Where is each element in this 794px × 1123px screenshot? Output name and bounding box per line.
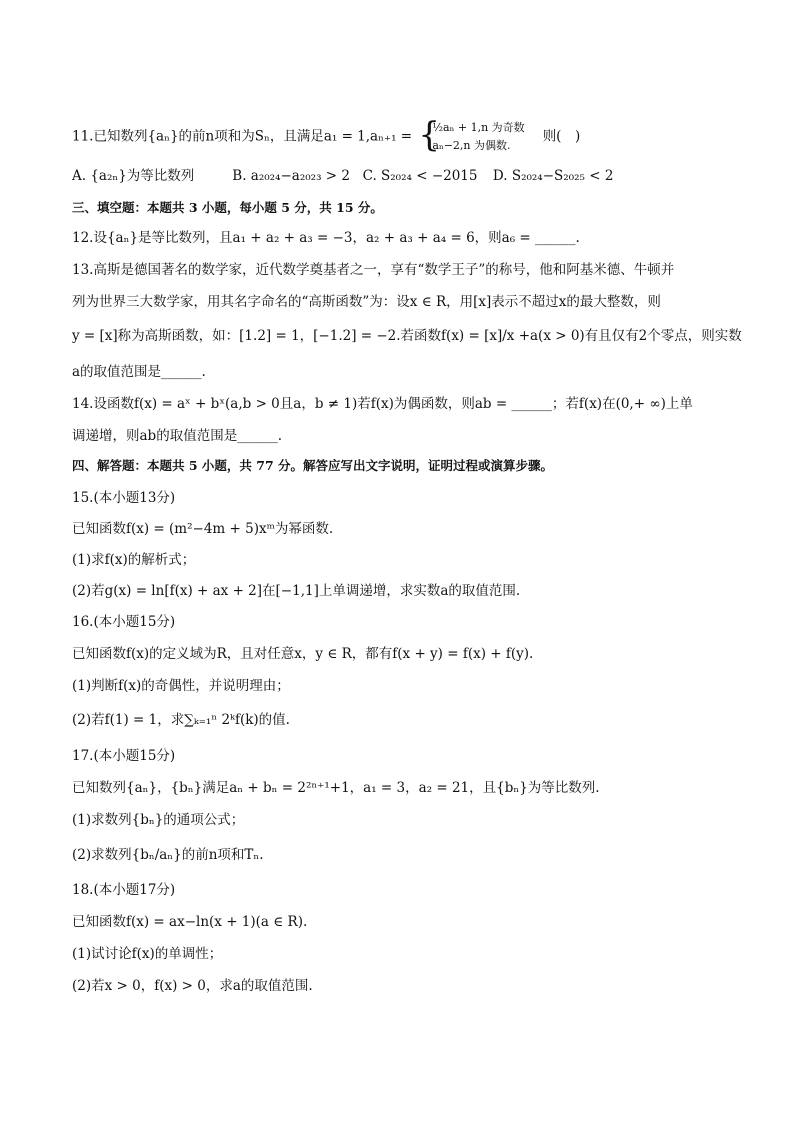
q15-line1: 已知函数f(x) = (m²−4m + 5)xᵐ为幂函数. (72, 521, 334, 537)
section-4-title: 四、解答题：本题共 5 小题，共 77 分。解答应写出文字说明，证明过程或演算步骤。 (72, 458, 554, 473)
q17-heading: 17.(本小题15分) (72, 748, 176, 764)
q17-line3: (2)求数列{bₙ/aₙ}的前n项和Tₙ. (72, 847, 264, 863)
q15-line2: (1)求f(x)的解析式； (72, 552, 196, 568)
q11-option-a: A. {a₂ₙ}为等比数列 (72, 168, 195, 184)
q11-option-d: D. S₂₀₂₄−S₂₀₂₅ < 2 (492, 168, 614, 184)
q17-line1: 已知数列{aₙ}，{bₙ}满足aₙ + bₙ = 2²ⁿ⁺¹+1，a₁ = 3，a₂ = 21，且{bₙ}为等比数列. (72, 780, 600, 796)
q11-stem-text: 11.已知数列{aₙ}的前n项和为Sₙ，且满足a₁ = 1,aₙ₊₁ = (72, 128, 413, 145)
q16-line2: (1)判断f(x)的奇偶性，并说明理由； (72, 678, 290, 694)
brace-glyph: { (418, 115, 441, 155)
q16-line3: (2)若f(1) = 1，求∑ₖ₌₁ⁿ 2ᵏf(k)的值. (72, 712, 290, 728)
q13-line3: y = [x]称为高斯函数，如：[1.2] = 1，[−1.2] = −2.若函数f(x) = [x]/x +a(x > 0)有且仅有2个零点，则实数 (72, 328, 742, 344)
q15-line3: (2)若g(x) = ln[f(x) + ax + 2]在[−1,1]上单调递增，求实数a的取值范围. (72, 583, 521, 599)
q13-line4: a的取值范围是______. (72, 364, 206, 380)
q18-line2: (1)试讨论f(x)的单调性； (72, 946, 223, 962)
q18-line3: (2)若x > 0，f(x) > 0，求a的取值范围. (72, 978, 313, 994)
q15-heading: 15.(本小题13分) (72, 490, 176, 506)
q11-tail: 则( ) (542, 128, 581, 145)
q13-line2: 列为世界三大数学家，用其名字命名的“高斯函数”为：设x ∈ R，用[x]表示不超过x的最大整数，则 (72, 294, 661, 310)
q17-line2: (1)求数列{bₙ}的通项公式； (72, 812, 245, 828)
q16-heading: 16.(本小题15分) (72, 614, 176, 630)
q11-stem (72, 115, 734, 156)
q11-options (72, 166, 734, 186)
q11-option-c: C. S₂₀₂₄ < −2015 (362, 168, 478, 184)
q14-line1: 14.设函数f(x) = aˣ + bˣ(a,b > 0且a，b ≠ 1)若f(x)为偶函数，则ab = ______；若f(x)在(0,+ ∞)上单 (72, 396, 693, 412)
q18-line1: 已知函数f(x) = ax−ln(x + 1)(a ∈ R). (72, 914, 308, 930)
q11-case1: ½aₙ + 1,n 为奇数 (432, 121, 525, 134)
q11-piecewise (418, 115, 538, 156)
q13-line1: 13.高斯是德国著名的数学家，近代数学奠基者之一，享有“数学王子”的称号，他和阿基米德、牛顿并 (72, 262, 675, 278)
q11-case2: aₙ−2,n 为偶数. (432, 139, 511, 152)
q14-line2: 调递增，则ab的取值范围是______. (72, 428, 282, 444)
section-3-title: 三、填空题：本题共 3 小题，每小题 5 分，共 15 分。 (72, 200, 383, 215)
q18-heading: 18.(本小题17分) (72, 882, 176, 898)
q12-text: 12.设{aₙ}是等比数列，且a₁ + a₂ + a₃ = −3，a₂ + a₃ + a₄ = 6，则a₆ = ______. (72, 230, 580, 246)
q11-option-b: B. a₂₀₂₄−a₂₀₂₃ > 2 (232, 168, 350, 184)
q16-line1: 已知函数f(x)的定义域为R，且对任意x，y ∈ R，都有f(x + y) = f(x) + f(y). (72, 646, 534, 662)
